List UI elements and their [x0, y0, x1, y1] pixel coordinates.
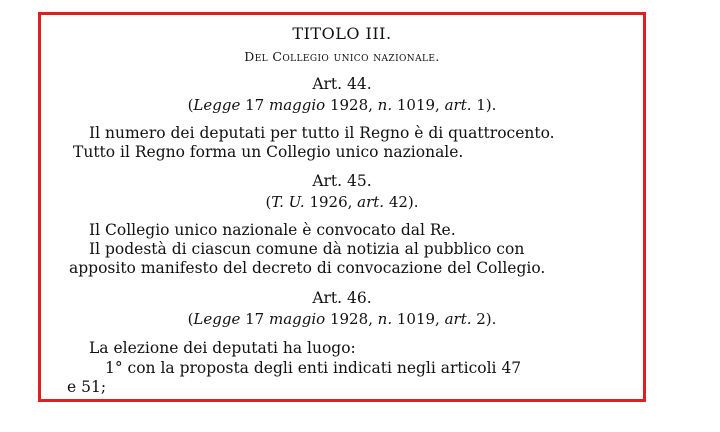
section-subtitle: Del Collegio unico nazionale.: [244, 49, 440, 64]
document-frame: [38, 12, 646, 402]
article-reference: (Legge 17 maggio 1928, n. 1019, art. 1).: [187, 96, 497, 114]
article-heading: Art. 44.: [312, 75, 372, 93]
paragraph-line: Il Collegio unico nazionale è convocato dal Re.: [89, 221, 456, 239]
paragraph-line: Il podestà di ciascun comune dà notizia al pubblico con: [89, 240, 525, 258]
article-reference: (T. U. 1926, art. 42).: [265, 193, 419, 211]
article-heading: Art. 45.: [312, 172, 372, 190]
paragraph-line: Il numero dei deputati per tutto il Regno è di quattrocento.: [89, 124, 555, 142]
paragraph-line: La elezione dei deputati ha luogo:: [89, 339, 356, 357]
paragraph-line: apposito manifesto del decreto di convocazione del Collegio.: [69, 259, 546, 277]
paragraph-line: 1° con la proposta degli enti indicati negli articoli 47: [105, 359, 522, 377]
paragraph-line: Tutto il Regno forma un Collegio unico nazionale.: [73, 143, 464, 161]
section-title: TITOLO III.: [292, 24, 392, 43]
article-heading: Art. 46.: [312, 289, 372, 307]
paragraph-line: e 51;: [67, 378, 107, 396]
article-reference: (Legge 17 maggio 1928, n. 1019, art. 2).: [187, 310, 497, 328]
